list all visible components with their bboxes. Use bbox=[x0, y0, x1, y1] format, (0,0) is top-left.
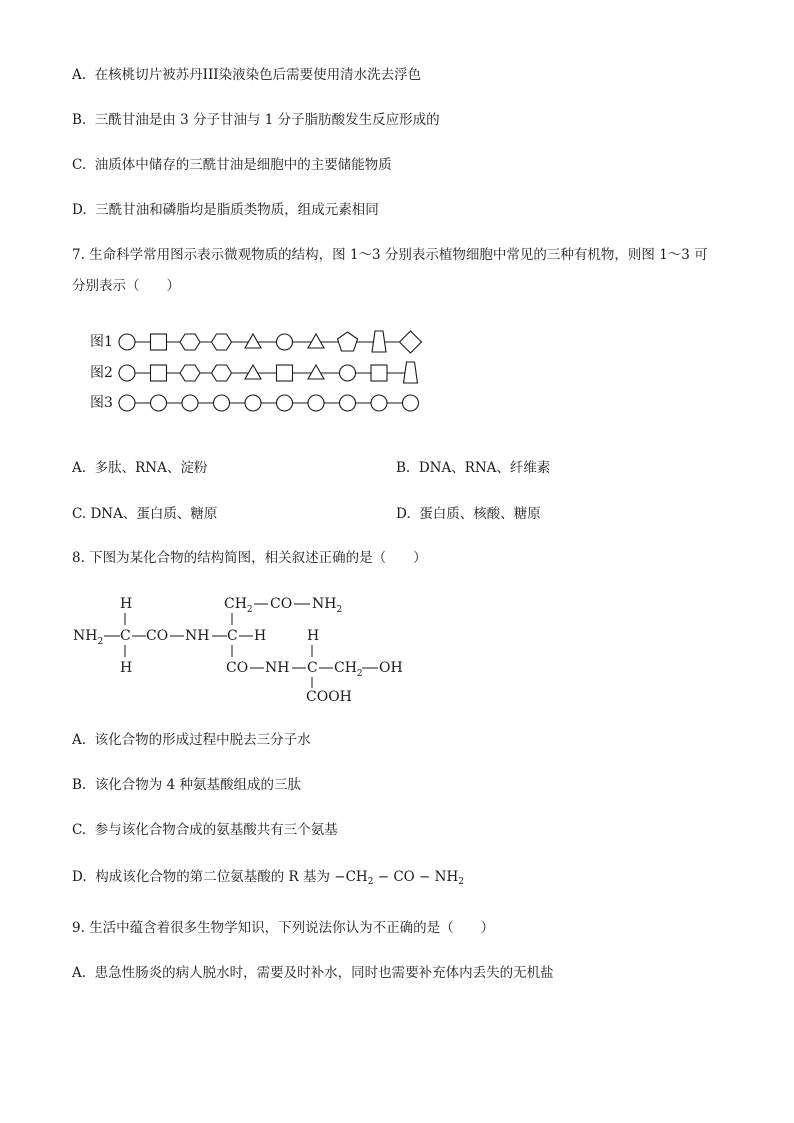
monomer-triangle bbox=[308, 334, 324, 348]
monomer-diamond bbox=[400, 331, 422, 353]
group-nh2: $NH_2$ bbox=[73, 628, 104, 647]
q7-option-c bbox=[72, 505, 217, 523]
monomer-triangle bbox=[245, 334, 261, 348]
monomer-square bbox=[151, 365, 167, 381]
monomer-hexagon bbox=[180, 365, 200, 381]
monomer-circle bbox=[245, 395, 261, 411]
option-text: 构成该化合物的第二位氨基酸的 R 基为 bbox=[95, 869, 330, 885]
q9-stem: 9. 生活中蕴含着很多生物学知识，下列说法你认为不正确的是（ ） bbox=[72, 920, 495, 936]
figure-label-1: 图1 bbox=[90, 334, 113, 350]
monomer-circle bbox=[340, 395, 356, 411]
group-cooh: COOH bbox=[306, 689, 352, 705]
q6-option-c bbox=[72, 156, 392, 174]
q8-option-a bbox=[72, 731, 311, 749]
option-letter: A. bbox=[72, 732, 87, 748]
option-text: 三酰甘油是由 3 分子甘油与 1 分子脂肪酸发生反应形成的 bbox=[94, 112, 440, 128]
q8-option-b bbox=[72, 776, 301, 794]
atom-c: C bbox=[120, 628, 131, 644]
q6-option-d bbox=[72, 201, 379, 219]
atom-h: H bbox=[120, 660, 133, 676]
q8-option-c bbox=[72, 821, 338, 839]
atom-h: H bbox=[120, 596, 133, 612]
group-ch2: $CH_2$ bbox=[334, 660, 363, 679]
option-text: 参与该化合物合成的氨基酸共有三个氨基 bbox=[94, 822, 338, 838]
monomer-circle bbox=[277, 395, 293, 411]
group-nh: NH bbox=[185, 628, 210, 644]
monomer-circle bbox=[277, 334, 293, 350]
option-letter: A. bbox=[72, 460, 87, 476]
option-text: DNA、蛋白质、糖原 bbox=[90, 506, 218, 522]
monomer-chain-figure bbox=[110, 325, 450, 435]
option-text: 多肽、RNA、淀粉 bbox=[94, 460, 208, 476]
group-oh: OH bbox=[379, 660, 403, 676]
option-letter: B. bbox=[396, 460, 411, 476]
group-nh: NH bbox=[265, 660, 290, 676]
option-letter: B. bbox=[72, 112, 87, 128]
monomer-circle bbox=[403, 395, 419, 411]
monomer-circle bbox=[371, 395, 387, 411]
monomer-circle bbox=[182, 395, 198, 411]
monomer-circle bbox=[119, 365, 135, 381]
atom-h: H bbox=[307, 628, 320, 644]
group-co: CO bbox=[146, 628, 169, 644]
q7-stem-line1: 7. 生命科学常用图示表示微观物质的结构，图 1～3 分别表示植物细胞中常见的三种有机物，则图 1～3 可 bbox=[72, 247, 708, 263]
monomer-circle bbox=[151, 395, 167, 411]
option-text: 患急性肠炎的病人脱水时，需要及时补水，同时也需要补充体内丢失的无机盐 bbox=[94, 965, 554, 981]
r-group-formula: $-CH_2$ − CO − $NH_2$ bbox=[334, 869, 464, 887]
option-letter: B. bbox=[72, 777, 87, 793]
monomer-pentagon bbox=[338, 332, 358, 351]
monomer-trapezoid bbox=[404, 362, 418, 383]
monomer-triangle bbox=[245, 365, 261, 379]
q8-option-d bbox=[72, 868, 464, 886]
q7-option-d bbox=[396, 505, 541, 523]
atom-c: C bbox=[227, 628, 238, 644]
q6-option-b bbox=[72, 111, 440, 129]
group-co: CO bbox=[270, 596, 293, 612]
monomer-trapezoid bbox=[372, 331, 386, 352]
option-text: 油质体中储存的三酰甘油是细胞中的主要储能物质 bbox=[94, 157, 392, 173]
monomer-circle bbox=[340, 365, 356, 381]
monomer-triangle bbox=[308, 365, 324, 379]
option-letter: C. bbox=[72, 506, 87, 522]
option-text: 三酰甘油和磷脂均是脂质类物质，组成元素相同 bbox=[95, 202, 379, 218]
q8-stem: 8. 下图为某化合物的结构简图，相关叙述正确的是（ ） bbox=[72, 550, 427, 566]
monomer-square bbox=[277, 365, 293, 381]
group-co: CO bbox=[226, 660, 249, 676]
option-text: 该化合物的形成过程中脱去三分子水 bbox=[94, 732, 311, 748]
q7-option-a bbox=[72, 459, 207, 477]
figure-label-3: 图3 bbox=[90, 395, 113, 411]
option-letter: C. bbox=[72, 822, 87, 838]
monomer-square bbox=[371, 365, 387, 381]
monomer-hexagon bbox=[212, 365, 232, 381]
q9-option-a bbox=[72, 964, 554, 982]
option-letter: A. bbox=[72, 965, 87, 981]
q7-stem-line2: 分别表示（ ） bbox=[72, 278, 180, 294]
atom-h: H bbox=[254, 628, 267, 644]
option-letter: C. bbox=[72, 157, 87, 173]
option-letter: A. bbox=[72, 67, 87, 83]
monomer-circle bbox=[308, 395, 324, 411]
monomer-circle bbox=[119, 334, 135, 350]
option-text: DNA、RNA、纤维素 bbox=[418, 460, 551, 476]
monomer-circle bbox=[214, 395, 230, 411]
option-letter: D. bbox=[72, 869, 87, 885]
q6-option-a bbox=[72, 66, 421, 84]
monomer-circle bbox=[119, 395, 135, 411]
option-text: 蛋白质、核酸、糖原 bbox=[419, 506, 541, 522]
tripeptide-structure bbox=[70, 592, 430, 717]
q7-option-b bbox=[396, 459, 550, 477]
monomer-hexagon bbox=[180, 334, 200, 350]
figure-label-2: 图2 bbox=[90, 365, 113, 381]
monomer-hexagon bbox=[212, 334, 232, 350]
option-text: 该化合物为 4 种氨基酸组成的三肽 bbox=[94, 777, 301, 793]
group-nh2: $NH_2$ bbox=[312, 596, 343, 615]
monomer-square bbox=[151, 334, 167, 350]
group-ch2: $CH_2$ bbox=[224, 596, 253, 615]
option-letter: D. bbox=[396, 506, 411, 522]
option-text: 在核桃切片被苏丹III染液染色后需要使用清水洗去浮色 bbox=[94, 67, 422, 83]
option-letter: D. bbox=[72, 202, 87, 218]
atom-c: C bbox=[307, 660, 318, 676]
